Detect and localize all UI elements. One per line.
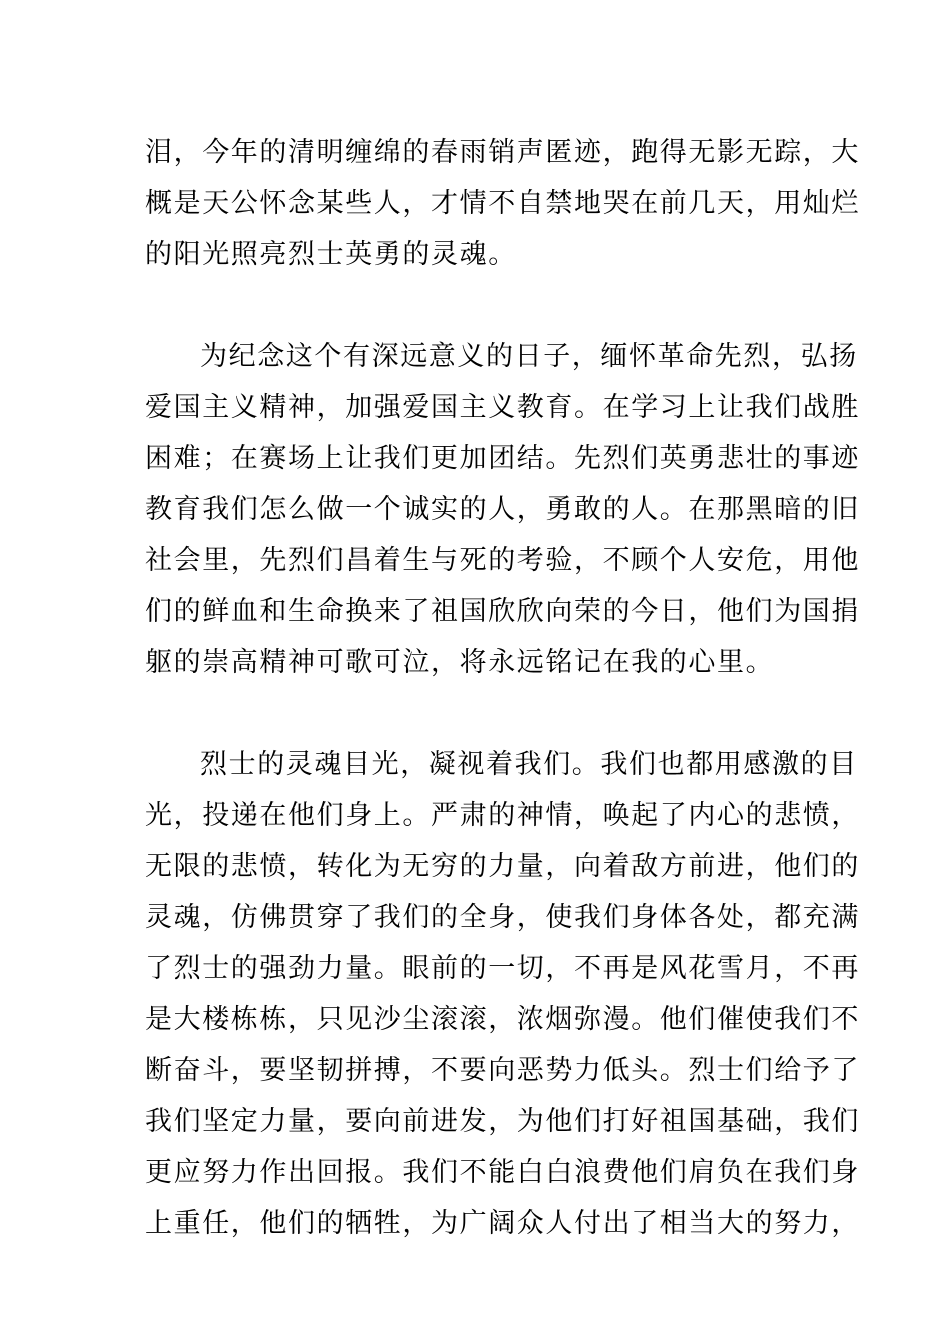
paragraph-2 [145,331,860,688]
text-line: 灵魂，仿佛贯穿了我们的全身，使我们身体各处，都充满 [145,902,860,933]
text-line: 困难；在赛场上让我们更加团结。先烈们英勇悲壮的事迹 [145,443,860,474]
paragraph-3 [145,739,860,1249]
text-line: 烈士的灵魂目光，凝视着我们。我们也都用感激的目 [200,749,858,780]
paragraph-spacer [145,280,810,331]
text-line: 断奋斗，要坚韧拼搏，不要向恶势力低头。烈士们给予了 [145,1055,860,1086]
text-line: 无限的悲愤，转化为无穷的力量，向着敌方前进，他们的 [145,851,860,882]
text-line: 更应努力作出回报。我们不能白白浪费他们肩负在我们身 [145,1157,860,1188]
text-line: 们的鲜血和生命换来了祖国欣欣向荣的今日，他们为国捐 [145,596,860,627]
text-line: 社会里，先烈们昌着生与死的考验，不顾个人安危，用他 [145,545,860,576]
text-line: 上重任，他们的牺牲，为广阔众人付出了相当大的努力， [145,1208,860,1239]
text-line: 泪，今年的清明缠绵的春雨销声匿迹，跑得无影无踪，大 [145,137,860,168]
text-line: 教育我们怎么做一个诚实的人，勇敢的人。在那黑暗的旧 [145,494,860,525]
paragraph-spacer [145,688,810,739]
text-line: 为纪念这个有深远意义的日子，缅怀革命先烈，弘扬 [200,341,858,372]
text-line: 概是天公怀念某些人，才情不自禁地哭在前几天，用灿烂 [145,188,860,219]
text-line: 光，投递在他们身上。严肃的神情，唤起了内心的悲愤， [145,800,860,831]
text-line: 我们坚定力量，要向前进发，为他们打好祖国基础，我们 [145,1106,860,1137]
text-line: 躯的崇高精神可歌可泣，将永远铭记在我的心里。 [145,647,775,678]
text-line: 爱国主义精神，加强爱国主义教育。在学习上让我们战胜 [145,392,860,423]
text-line: 的阳光照亮烈士英勇的灵魂。 [145,239,517,270]
text-line: 了烈士的强劲力量。眼前的一切，不再是风花雪月，不再 [145,953,860,984]
document-body [145,127,860,1249]
paragraph-1 [145,127,860,280]
text-line: 是大楼栋栋，只见沙尘滚滚，浓烟弥漫。他们催使我们不 [145,1004,860,1035]
